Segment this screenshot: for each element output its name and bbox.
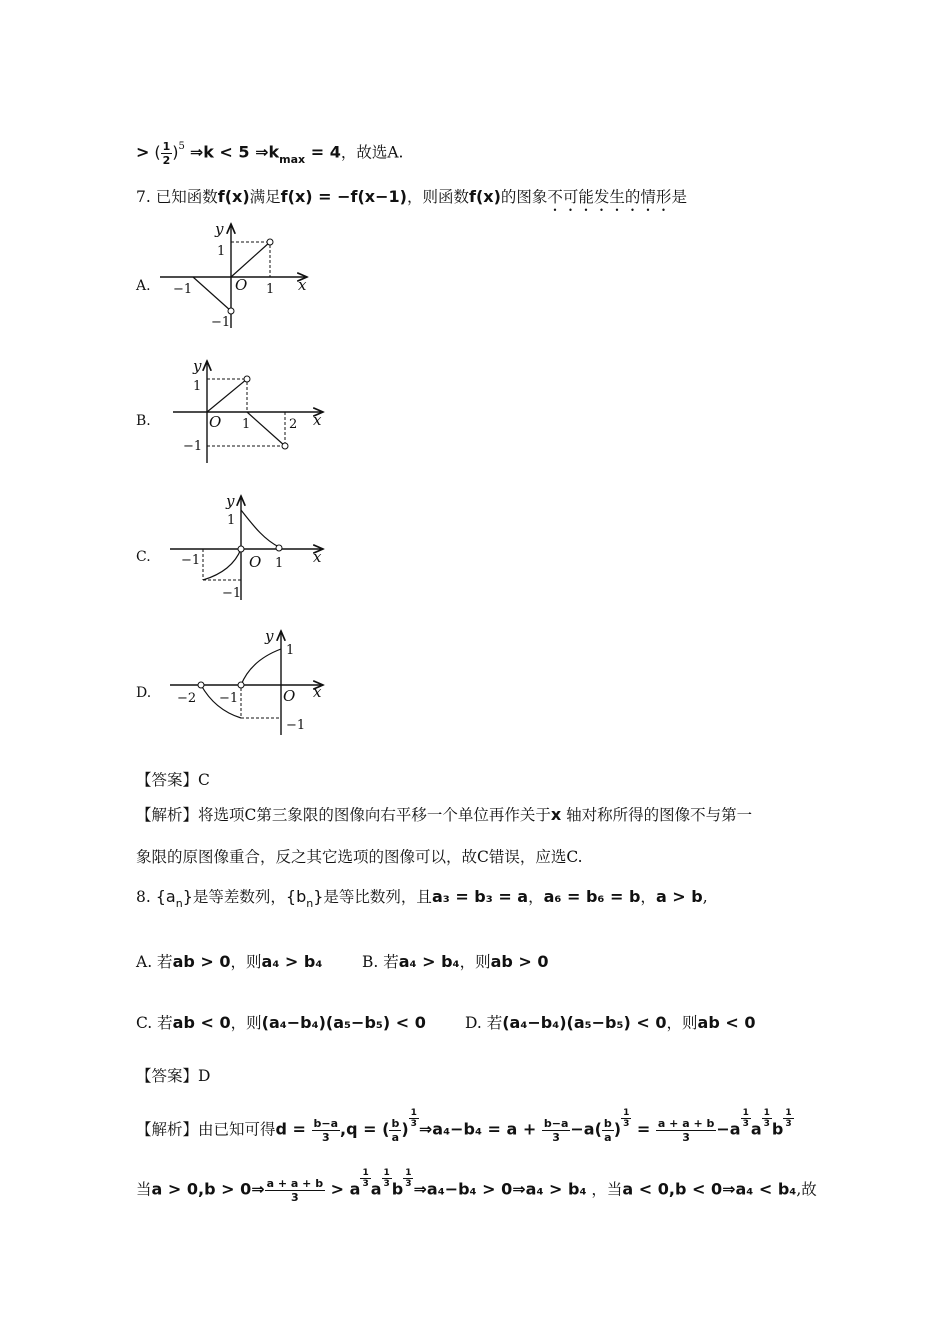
- q7-equation: f(x) = −f(x−1): [280, 187, 407, 206]
- segment-left: [193, 277, 231, 311]
- option-a-label: A.: [136, 278, 151, 294]
- answer-label: 【答案】: [136, 771, 199, 789]
- answer-label: 【答案】: [136, 1067, 199, 1085]
- origin-label: O: [209, 413, 222, 431]
- exponent-third: $\frac{1}{3}$: [742, 1108, 749, 1129]
- open-point: [267, 239, 273, 245]
- option-a-then: ，则: [230, 953, 262, 971]
- tick-neg1-y: −1: [222, 586, 242, 601]
- y-label: y: [265, 627, 274, 645]
- kmax-value: = 4: [305, 142, 341, 162]
- tick-neg1-y: −1: [183, 439, 203, 454]
- option-b-label: B.: [136, 413, 151, 429]
- power-five: 5: [178, 140, 185, 152]
- option-c-result: (a₄−b₄)(a₅−b₅) < 0: [261, 1013, 426, 1032]
- case-positive: a > 0,b > 0⇒: [151, 1179, 265, 1199]
- q-close: ): [401, 1119, 409, 1139]
- minus-a-term: −a: [716, 1119, 741, 1139]
- x-label: x: [313, 411, 322, 429]
- option-d-then: ，则: [666, 1014, 698, 1032]
- option-c-cond: ab < 0: [172, 1013, 231, 1032]
- option-d-label: D. 若: [465, 1014, 503, 1032]
- exponent-third: $\frac{1}{3}$: [763, 1108, 770, 1129]
- open-point: [238, 546, 244, 552]
- a-term: a: [750, 1119, 762, 1139]
- curve-third-quadrant: [203, 549, 241, 580]
- exponent-third: $\frac{1}{3}$: [405, 1168, 412, 1189]
- gt-sign: >: [136, 142, 150, 162]
- tick-1-y: 1: [193, 379, 202, 394]
- open-point: [238, 682, 244, 688]
- end-text: ,故: [796, 1180, 817, 1199]
- q7-text-4: 的图象: [500, 188, 548, 206]
- tick-1-x: 1: [275, 556, 284, 571]
- fraction-ba-2: $\frac{b}{a}$: [603, 1117, 612, 1144]
- q8-text-1: 是等差数列，: [192, 888, 286, 906]
- curve-first-quadrant: [241, 510, 279, 547]
- analysis-text: 将选项C第三象限的图像向右平移一个单位再作关于: [198, 806, 551, 824]
- tick-neg1-y: −1: [286, 718, 306, 733]
- equals: =: [631, 1119, 656, 1139]
- paren-close: ): [613, 1119, 622, 1139]
- question-7: [136, 187, 687, 215]
- k-implication: ⇒k < 5 ⇒k: [189, 142, 280, 162]
- q7-fx-2: f(x): [469, 187, 501, 206]
- b-term: b: [771, 1119, 784, 1139]
- origin-label: O: [249, 553, 262, 571]
- graph-option-a: [155, 218, 320, 330]
- option-a-result: a₄ > b₄: [261, 952, 323, 971]
- condition-3: a > b: [655, 887, 703, 906]
- tick-2-x: 2: [289, 417, 298, 432]
- open-point: [276, 545, 282, 551]
- tick-1-y: 1: [217, 244, 226, 259]
- q8-text-2: 是等比数列，且: [323, 888, 432, 906]
- tick-neg2-x: −2: [177, 691, 197, 706]
- option-a-cond: ab > 0: [172, 952, 231, 971]
- implication-positive: ⇒a₄−b₄ > 0⇒a₄ > b₄: [413, 1179, 587, 1199]
- minus-a: −a(: [570, 1119, 602, 1139]
- open-point: [228, 308, 234, 314]
- condition-1: a₃ = b₃ = a: [431, 887, 529, 906]
- graph-option-c: [165, 490, 335, 602]
- segment-first: [207, 379, 247, 412]
- q7-analysis-line-2: 象限的原图像重合，反之其它选项的图像可以，故C错误，应选C.: [136, 848, 583, 866]
- q8-answer: [136, 1066, 210, 1086]
- tick-neg1-x: −1: [181, 553, 201, 568]
- origin-label: O: [283, 687, 296, 705]
- option-b-then: ，则: [459, 953, 491, 971]
- case-negative: a < 0,b < 0⇒a₄ < b₄: [622, 1179, 797, 1199]
- d-equals: d =: [275, 1119, 312, 1139]
- option-c-label: C.: [136, 549, 151, 565]
- exponent-third: $\frac{1}{3}$: [623, 1108, 630, 1129]
- q8-option-b: [362, 952, 549, 972]
- fraction-half: $\frac{1}{2}$: [162, 140, 171, 167]
- origin-label: O: [235, 276, 248, 294]
- tick-1-x: 1: [266, 282, 275, 297]
- seq-b: {b: [285, 887, 307, 906]
- answer-value: D: [198, 1067, 211, 1085]
- seq-b-close: }: [313, 887, 324, 906]
- open-point: [282, 443, 288, 449]
- q7-text-2: 满足: [249, 188, 281, 206]
- q7-text-1: 已知函数: [155, 188, 218, 206]
- end-punct: ,: [702, 888, 708, 906]
- x-label: x: [313, 683, 322, 701]
- seq-b-sub: n: [306, 897, 314, 910]
- q-equals: ,q = (: [340, 1119, 390, 1139]
- question-number: 8.: [136, 888, 151, 906]
- x-variable: x: [550, 805, 562, 824]
- seq-a: {a: [155, 887, 176, 906]
- question-number: 7.: [136, 188, 151, 206]
- curve-upper: [241, 649, 281, 685]
- comma: ，: [528, 888, 544, 906]
- analysis-text: 由已知可得: [198, 1120, 276, 1139]
- q8-option-d: [465, 1013, 755, 1033]
- b-term: b: [391, 1179, 404, 1199]
- q7-emphasis: 不可能发生的情形: [547, 188, 672, 206]
- option-b-cond: a₄ > b₄: [398, 952, 460, 971]
- y-label: y: [193, 357, 202, 375]
- segment-second: [247, 412, 285, 446]
- y-label: y: [226, 492, 235, 510]
- q7-text-5: 是: [671, 188, 687, 206]
- fraction-d-2: $\frac{b-a}{3}$: [543, 1117, 569, 1144]
- q8-option-c: [136, 1013, 426, 1033]
- tick-1-y: 1: [286, 643, 295, 658]
- fraction-sum: $\frac{a + a + b}{3}$: [657, 1117, 715, 1144]
- q8-analysis-line-2: [136, 1168, 817, 1204]
- x-label: x: [313, 548, 322, 566]
- exponent-third: $\frac{1}{3}$: [362, 1168, 369, 1189]
- y-label: y: [215, 220, 224, 238]
- open-point: [198, 682, 204, 688]
- greater-a: > a: [325, 1179, 361, 1199]
- option-a-label: A. 若: [136, 953, 173, 971]
- condition-2: a₆ = b₆ = b: [543, 887, 641, 906]
- when-text: 当: [136, 1180, 152, 1199]
- option-d-cond: (a₄−b₄)(a₅−b₅) < 0: [502, 1013, 667, 1032]
- option-b-label: B. 若: [362, 953, 399, 971]
- fraction-sum: $\frac{a + a + b}{3}$: [266, 1177, 324, 1204]
- comma: ，: [640, 888, 656, 906]
- prev-solution-tail: [136, 140, 403, 167]
- implication: ⇒a₄−b₄ = a +: [418, 1119, 542, 1139]
- q7-fx-1: f(x): [217, 187, 250, 206]
- q7-answer: [136, 770, 210, 790]
- option-c-label: C. 若: [136, 1014, 173, 1032]
- graph-option-d: [165, 625, 335, 737]
- open-point: [244, 376, 250, 382]
- q7-text-3: ，则函数: [406, 188, 469, 206]
- question-8: [136, 887, 708, 909]
- x-label: x: [298, 276, 307, 294]
- tick-1-x: 1: [242, 417, 251, 432]
- choose-a-text: ，故选A.: [340, 143, 404, 162]
- option-b-result: ab > 0: [490, 952, 549, 971]
- seq-a-sub: n: [175, 897, 183, 910]
- tick-neg1-x: −1: [219, 691, 239, 706]
- paren-close: ): [172, 142, 179, 162]
- tick-neg1-x: −1: [173, 282, 193, 297]
- fraction-d: $\frac{b-a}{3}$: [313, 1117, 339, 1144]
- q7-analysis-line-1: [136, 805, 752, 825]
- option-c-then: ，则: [230, 1014, 262, 1032]
- segment-right: [231, 242, 270, 277]
- exponent-third: $\frac{1}{3}$: [785, 1108, 792, 1129]
- tick-neg1-y: −1: [211, 315, 231, 330]
- option-d-result: ab < 0: [697, 1013, 756, 1032]
- paren-open: (: [154, 142, 161, 162]
- seq-a-close: }: [182, 887, 193, 906]
- tick-1-y: 1: [227, 513, 236, 528]
- fraction-ba: $\frac{b}{a}$: [391, 1117, 400, 1144]
- a-term: a: [370, 1179, 382, 1199]
- analysis-label: 【解析】: [136, 806, 199, 824]
- kmax-subscript: max: [279, 152, 306, 166]
- exponent-third: $\frac{1}{3}$: [383, 1168, 390, 1189]
- analysis-label: 【解析】: [136, 1120, 199, 1139]
- separator: ，当: [586, 1180, 623, 1199]
- analysis-text: 轴对称所得的图像不与第一: [561, 806, 753, 824]
- exponent-third: $\frac{1}{3}$: [410, 1108, 417, 1129]
- q8-analysis-line-1: [136, 1108, 794, 1144]
- option-d-label: D.: [136, 685, 152, 701]
- answer-value: C: [198, 771, 210, 789]
- graph-option-b: [165, 355, 335, 465]
- q8-option-a: [136, 952, 322, 972]
